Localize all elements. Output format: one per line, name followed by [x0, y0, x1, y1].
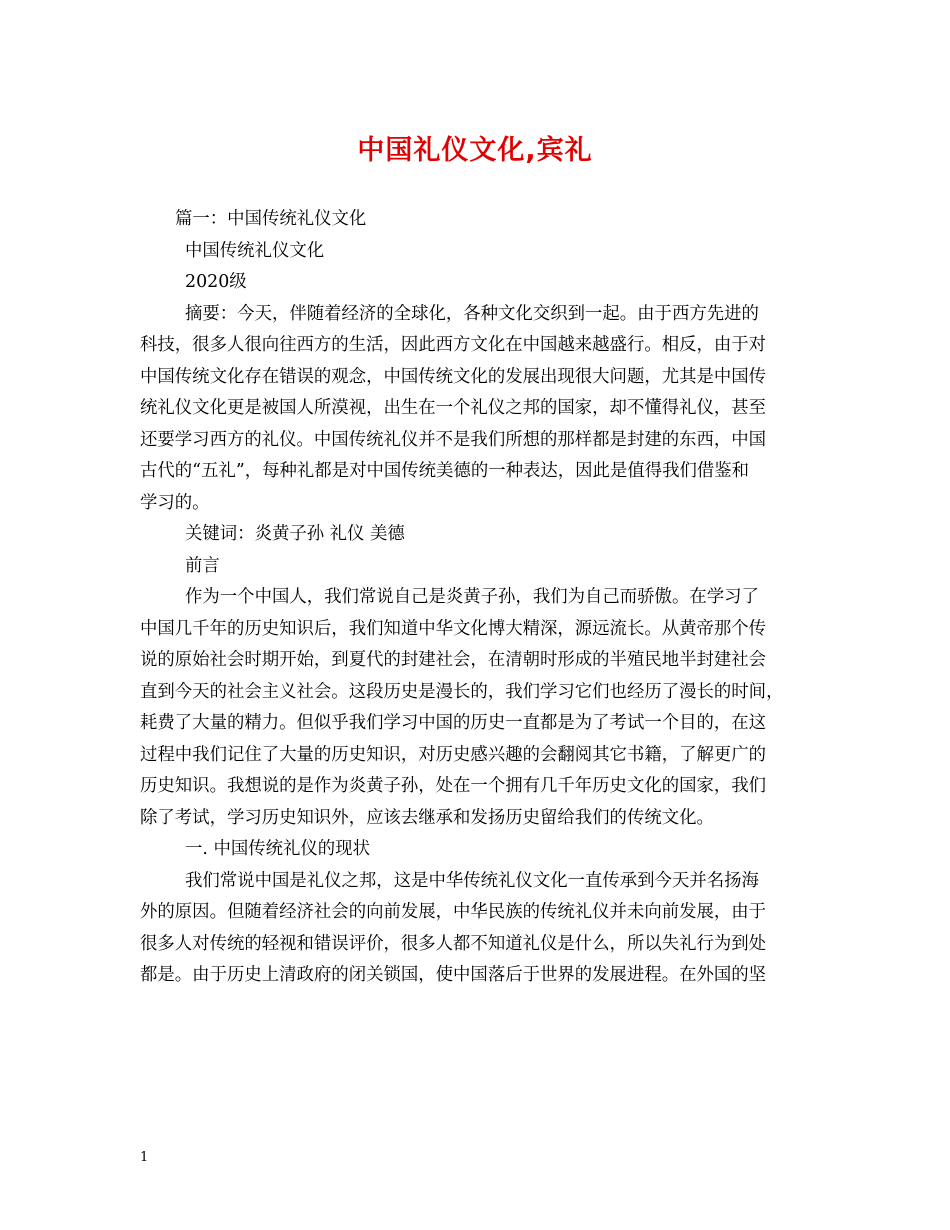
paragraph-line: 除了考试，学习历史知识外，应该去继承和发扬历史留给我们的传统文化。: [140, 807, 714, 828]
paragraph-line: 作为一个中国人，我们常说自己是炎黄子孙，我们为自己而骄傲。在学习了: [185, 587, 759, 607]
paragraph-line: 科技，很多人很向往西方的生活，因此西方文化在中国越来越盛行。相反，由于对: [140, 335, 767, 355]
subtitle: 中国传统礼仪文化: [185, 240, 325, 261]
document-body: [140, 204, 812, 992]
paragraph-line: 都是。由于历史上清政府的闭关锁国，使中国落后于世界的发展进程。在外国的坚: [140, 965, 767, 985]
paragraph-line: 很多人对传统的轻视和错误评价，很多人都不知道礼仪是什么，所以失礼行为到处: [140, 933, 767, 954]
preface-heading: 前言: [185, 555, 220, 576]
paragraph-line: 统礼仪文化更是被国人所漠视，出生在一个礼仪之邦的国家，却不懂得礼仪，甚至: [140, 398, 767, 418]
document-title: 中国礼仪文化,宾礼: [357, 135, 593, 166]
page-number: 1: [140, 1150, 149, 1165]
paragraph-line: 中国传统文化存在错误的观念，中国传统文化的发展出现很大问题，尤其是中国传: [140, 366, 767, 387]
paragraph-line: 古代的“五礼”，每种礼都是对中国传统美德的一种表达，因此是值得我们借鉴和: [140, 461, 750, 481]
paragraph-line: 说的原始社会时期开始，到夏代的封建社会，在清朝时形成的半殖民地半封建社会: [140, 650, 767, 670]
paragraph-line: 过程中我们记住了大量的历史知识，对历史感兴趣的会翻阅其它书籍，了解更广的: [140, 744, 767, 765]
paragraph-line: 外的原因。但随着经济社会的向前发展，中华民族的传统礼仪并未向前发展，由于: [140, 902, 767, 922]
paragraph-line: 直到今天的社会主义社会。这段历史是漫长的，我们学习它们也经历了漫长的时间，: [140, 681, 784, 702]
paragraph-line: 学习的。: [140, 492, 210, 513]
paragraph-line: 摘要：今天，伴随着经济的全球化，各种文化交织到一起。由于西方先进的: [185, 303, 759, 324]
grade-label: 2020级: [185, 272, 247, 292]
paragraph-line: 历史知识。我想说的是作为炎黄子孙，处在一个拥有几千年历史文化的国家，我们: [140, 776, 767, 796]
paragraph-line: 中国几千年的历史知识后，我们知道中华文化博大精深，源远流长。从黄帝那个传: [140, 618, 767, 639]
paragraph-line: 耗费了大量的精力。但似乎我们学习中国的历史一直都是为了考试一个目的，在这: [140, 713, 767, 733]
section-heading: 一. 中国传统礼仪的现状: [185, 839, 370, 859]
keywords-line: 关键词：炎黄子孙 礼仪 美德: [185, 524, 405, 544]
paragraph-line: 还要学习西方的礼仪。中国传统礼仪并不是我们所想的那样都是封建的东西，中国: [140, 429, 767, 450]
section-heading: 篇一：中国传统礼仪文化: [175, 209, 367, 229]
paragraph-line: 我们常说中国是礼仪之邦，这是中华传统礼仪文化一直传承到今天并名扬海: [185, 870, 759, 891]
